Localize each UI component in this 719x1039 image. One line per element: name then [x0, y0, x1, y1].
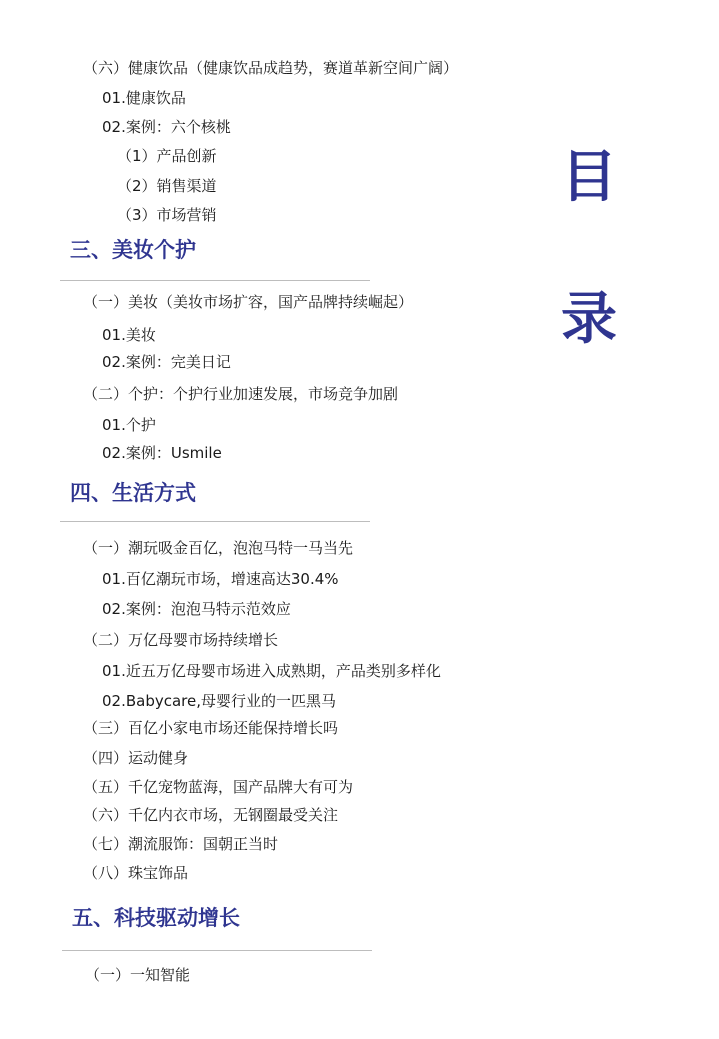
section-heading-5[interactable]: 五、科技驱动增长 [72, 906, 240, 930]
toc-entry[interactable]: （一）一知智能 [85, 966, 191, 984]
section-divider [60, 521, 370, 522]
toc-entry[interactable]: （六）千亿内衣市场，无钢圈最受关注 [83, 806, 339, 824]
toc-entry[interactable]: （3）市场营销 [117, 206, 217, 224]
toc-entry[interactable]: 02.案例：Usmile [102, 444, 222, 462]
toc-entry[interactable]: （五）千亿宠物蓝海，国产品牌大有可为 [83, 778, 354, 796]
toc-entry[interactable]: 02.案例：六个核桃 [102, 118, 231, 136]
toc-entry[interactable]: 01.百亿潮玩市场，增速高达30.4% [102, 570, 339, 588]
toc-entry[interactable]: （二）个护：个护行业加速发展，市场竞争加剧 [83, 385, 399, 403]
toc-entry[interactable]: 01.美妆 [102, 326, 156, 344]
toc-entry[interactable]: （一）潮玩吸金百亿，泡泡马特一马当先 [83, 539, 354, 557]
toc-entry[interactable]: 02.Babycare,母婴行业的一匹黑马 [102, 692, 337, 710]
toc-title-char-1: 目 [561, 145, 617, 210]
section-heading-3[interactable]: 三、美妆个护 [70, 238, 196, 262]
toc-entry[interactable]: （七）潮流服饰：国朝正当时 [83, 835, 279, 853]
section-heading-4[interactable]: 四、生活方式 [70, 481, 196, 505]
toc-entry[interactable]: （2）销售渠道 [117, 177, 217, 195]
toc-entry[interactable]: （一）美妆（美妆市场扩容，国产品牌持续崛起） [83, 293, 414, 311]
toc-entry[interactable]: 01.健康饮品 [102, 89, 186, 107]
toc-entry[interactable]: （六）健康饮品（健康饮品成趋势，赛道革新空间广阔） [83, 59, 459, 77]
toc-entry[interactable]: （四）运动健身 [83, 749, 189, 767]
section-divider [60, 280, 370, 281]
toc-entry[interactable]: 02.案例：完美日记 [102, 353, 231, 371]
toc-entry[interactable]: （二）万亿母婴市场持续增长 [83, 631, 279, 649]
section-divider [62, 950, 372, 951]
toc-entry[interactable]: （三）百亿小家电市场还能保持增长吗 [83, 719, 339, 737]
toc-entry[interactable]: 02.案例：泡泡马特示范效应 [102, 600, 291, 618]
toc-title-char-2: 录 [561, 287, 617, 352]
toc-entry[interactable]: 01.个护 [102, 416, 156, 434]
toc-entry[interactable]: （八）珠宝饰品 [83, 864, 189, 882]
toc-entry[interactable]: 01.近五万亿母婴市场进入成熟期，产品类别多样化 [102, 662, 441, 680]
toc-entry[interactable]: （1）产品创新 [117, 147, 217, 165]
